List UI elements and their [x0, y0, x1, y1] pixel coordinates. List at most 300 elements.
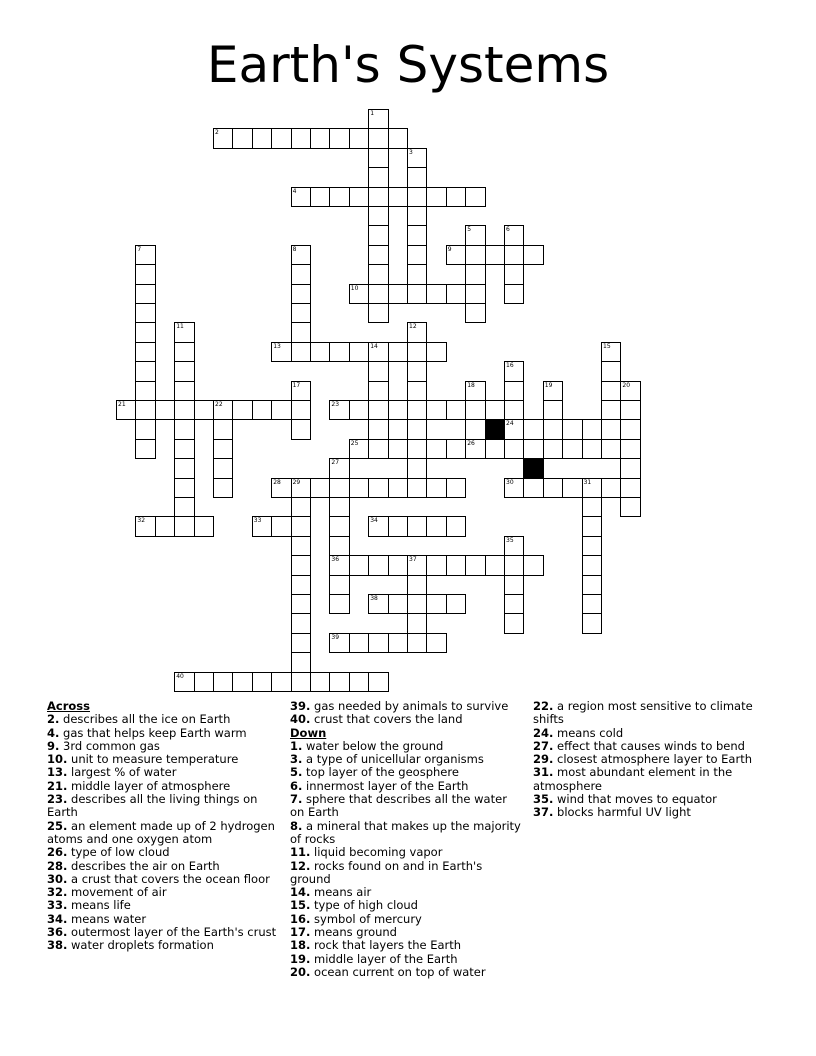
grid-cell[interactable] [135, 439, 155, 459]
grid-cell[interactable] [174, 322, 194, 342]
grid-cell[interactable] [213, 458, 233, 478]
grid-cell[interactable] [388, 400, 408, 420]
down-clue [290, 766, 522, 779]
grid-cell[interactable] [407, 594, 427, 614]
grid-cell[interactable] [329, 594, 349, 614]
grid-cell[interactable] [407, 381, 427, 401]
grid-cell[interactable] [368, 478, 388, 498]
clue-text: a region most sensitive to climate shifts [533, 699, 753, 727]
grid-cell[interactable] [465, 419, 485, 439]
grid-cell[interactable] [504, 536, 524, 556]
grid-cell[interactable] [465, 225, 485, 245]
grid-cell[interactable] [504, 400, 524, 420]
grid-cell[interactable] [504, 555, 524, 575]
grid-cell[interactable] [349, 400, 369, 420]
grid-cell[interactable] [291, 245, 311, 265]
grid-cell[interactable] [368, 225, 388, 245]
grid-cell[interactable] [620, 381, 640, 401]
grid-cell[interactable] [271, 672, 291, 692]
grid-cell[interactable] [388, 284, 408, 304]
grid-cell[interactable] [213, 672, 233, 692]
grid-cell[interactable] [291, 575, 311, 595]
clue-number: 38. [47, 938, 68, 953]
grid-cell[interactable] [465, 245, 485, 265]
grid-cell[interactable] [620, 419, 640, 439]
grid-cell[interactable] [446, 555, 466, 575]
grid-cell[interactable] [426, 187, 446, 207]
clue-text: means life [67, 898, 131, 913]
grid-cell[interactable] [465, 400, 485, 420]
grid-cell[interactable] [407, 264, 427, 284]
grid-cell[interactable] [504, 594, 524, 614]
grid-cell[interactable] [329, 458, 349, 478]
grid-cell[interactable] [291, 381, 311, 401]
grid-cell[interactable] [504, 361, 524, 381]
grid-cell[interactable] [174, 342, 194, 362]
grid-cell[interactable] [135, 361, 155, 381]
clue-text: middle layer of the Earth [310, 951, 458, 966]
clue-text: most abundant element in the atmosphere [533, 765, 733, 793]
grid-cell[interactable] [562, 439, 582, 459]
grid-cell[interactable] [426, 478, 446, 498]
grid-cell[interactable] [349, 284, 369, 304]
down-clue [533, 793, 773, 806]
grid-cell[interactable] [465, 284, 485, 304]
grid-cell[interactable] [291, 128, 311, 148]
grid-cell[interactable] [601, 361, 621, 381]
grid-cell[interactable] [582, 516, 602, 536]
cell-number: 31 [583, 478, 592, 486]
grid-cell[interactable] [291, 478, 311, 498]
clue-text: means water [67, 911, 147, 926]
grid-cell[interactable] [388, 516, 408, 536]
grid-cell[interactable] [349, 439, 369, 459]
grid-cell[interactable] [213, 478, 233, 498]
grid-cell[interactable] [368, 361, 388, 381]
grid-cell[interactable] [116, 400, 136, 420]
down-clue [290, 966, 522, 979]
grid-cell[interactable] [349, 633, 369, 653]
grid-cell[interactable] [388, 439, 408, 459]
grid-cell[interactable] [329, 633, 349, 653]
grid-cell[interactable] [291, 652, 311, 672]
grid-cell[interactable] [310, 478, 330, 498]
grid-cell[interactable] [291, 516, 311, 536]
grid-cell[interactable] [407, 148, 427, 168]
grid-cell[interactable] [407, 361, 427, 381]
grid-cell[interactable] [291, 613, 311, 633]
grid-cell[interactable] [543, 439, 563, 459]
cell-number: 30 [506, 478, 514, 486]
grid-cell[interactable] [174, 439, 194, 459]
grid-cell[interactable] [252, 128, 272, 148]
grid-cell[interactable] [349, 672, 369, 692]
grid-cell[interactable] [368, 187, 388, 207]
grid-cell[interactable] [135, 342, 155, 362]
grid-cell[interactable] [310, 187, 330, 207]
grid-cell[interactable] [291, 594, 311, 614]
clue-number: 35. [533, 792, 554, 807]
across-clue [47, 846, 279, 859]
clue-number: 33. [47, 898, 68, 913]
grid-cell[interactable] [523, 555, 543, 575]
grid-cell[interactable] [407, 400, 427, 420]
grid-cell[interactable] [388, 555, 408, 575]
grid-cell[interactable] [213, 419, 233, 439]
clue-number: 20. [290, 964, 311, 979]
grid-cell[interactable] [582, 536, 602, 556]
across-clue [290, 700, 522, 713]
grid-cell[interactable] [523, 439, 543, 459]
grid-cell[interactable] [329, 555, 349, 575]
grid-cell[interactable] [601, 381, 621, 401]
grid-cell[interactable] [329, 478, 349, 498]
across-clue [47, 766, 279, 779]
clue-number: 37. [533, 805, 554, 820]
grid-cell[interactable] [291, 633, 311, 653]
grid-cell[interactable] [388, 594, 408, 614]
grid-cell[interactable] [504, 575, 524, 595]
grid-cell[interactable] [523, 245, 543, 265]
grid-cell[interactable] [485, 555, 505, 575]
down-clue [290, 926, 522, 939]
cell-number: 40 [176, 672, 184, 680]
grid-cell[interactable] [232, 400, 252, 420]
grid-cell[interactable] [543, 419, 563, 439]
grid-cell[interactable] [135, 516, 155, 536]
grid-cell[interactable] [310, 128, 330, 148]
grid-cell[interactable] [407, 633, 427, 653]
clue-number: 8. [290, 818, 303, 833]
grid-cell[interactable] [368, 148, 388, 168]
grid-cell[interactable] [620, 458, 640, 478]
grid-cell[interactable] [368, 633, 388, 653]
cell-number: 35 [506, 536, 514, 544]
grid-cell[interactable] [407, 322, 427, 342]
grid-cell[interactable] [252, 400, 272, 420]
grid-cell[interactable] [504, 245, 524, 265]
grid-cell[interactable] [232, 672, 252, 692]
down-clue [533, 753, 773, 766]
clue-text: water droplets formation [67, 938, 214, 953]
grid-cell[interactable] [485, 400, 505, 420]
grid-cell[interactable] [601, 342, 621, 362]
grid-cell[interactable] [426, 400, 446, 420]
grid-cell[interactable] [291, 536, 311, 556]
grid-cell[interactable] [504, 381, 524, 401]
grid-cell[interactable] [329, 342, 349, 362]
clue-number: 31. [533, 765, 554, 780]
grid-cell[interactable] [485, 439, 505, 459]
clue-number: 17. [290, 925, 311, 940]
grid-cell[interactable] [329, 128, 349, 148]
grid-cell[interactable] [349, 478, 369, 498]
grid-cell[interactable] [194, 516, 214, 536]
grid-cell[interactable] [329, 536, 349, 556]
grid-cell[interactable] [194, 400, 214, 420]
clue-number: 1. [290, 738, 303, 753]
grid-cell[interactable] [407, 516, 427, 536]
grid-cell[interactable] [155, 516, 175, 536]
grid-cell[interactable] [213, 439, 233, 459]
grid-cell[interactable] [291, 555, 311, 575]
grid-cell[interactable] [174, 478, 194, 498]
cell-number: 26 [467, 439, 475, 447]
grid-cell[interactable] [174, 672, 194, 692]
grid-cell[interactable] [271, 400, 291, 420]
cell-number: 33 [253, 517, 262, 525]
grid-cell[interactable] [446, 187, 466, 207]
down-clue [290, 820, 522, 847]
grid-cell[interactable] [407, 206, 427, 226]
grid-cell[interactable] [135, 303, 155, 323]
grid-cell[interactable] [135, 264, 155, 284]
grid-cell[interactable] [388, 342, 408, 362]
clue-text: sphere that describes all the water on Earth [290, 792, 507, 820]
down-clue [290, 860, 522, 887]
grid-cell[interactable] [174, 361, 194, 381]
clue-text: largest % of water [67, 765, 177, 780]
grid-cell[interactable] [368, 303, 388, 323]
grid-cell[interactable] [562, 419, 582, 439]
grid-cell[interactable] [310, 342, 330, 362]
across-clue [47, 753, 279, 766]
grid-cell[interactable] [543, 400, 563, 420]
grid-cell[interactable] [310, 672, 330, 692]
grid-cell[interactable] [504, 284, 524, 304]
grid-cell[interactable] [465, 381, 485, 401]
down-clue [290, 846, 522, 859]
cell-number: 5 [467, 226, 472, 234]
grid-cell[interactable] [465, 555, 485, 575]
grid-cell[interactable] [465, 303, 485, 323]
grid-cell[interactable] [446, 594, 466, 614]
grid-cell[interactable] [368, 206, 388, 226]
grid-cell[interactable] [426, 594, 446, 614]
grid-cell[interactable] [329, 497, 349, 517]
grid-cell[interactable] [426, 439, 446, 459]
grid-cell[interactable] [407, 613, 427, 633]
grid-cell[interactable] [407, 458, 427, 478]
grid-cell[interactable] [252, 672, 272, 692]
grid-cell[interactable] [562, 478, 582, 498]
grid-cell[interactable] [388, 128, 408, 148]
grid-cell[interactable] [620, 439, 640, 459]
grid-cell[interactable] [368, 439, 388, 459]
grid-cell[interactable] [407, 167, 427, 187]
grid-cell[interactable] [446, 439, 466, 459]
grid-cell[interactable] [523, 478, 543, 498]
grid-cell[interactable] [620, 497, 640, 517]
grid-cell[interactable] [349, 342, 369, 362]
grid-cell[interactable] [271, 342, 291, 362]
grid-cell[interactable] [291, 672, 311, 692]
clue-text: crust that covers the land [310, 712, 463, 727]
grid-cell[interactable] [252, 516, 272, 536]
grid-cell[interactable] [174, 516, 194, 536]
grid-cell[interactable] [291, 497, 311, 517]
grid-cell[interactable] [407, 419, 427, 439]
grid-cell[interactable] [349, 187, 369, 207]
grid-cell[interactable] [368, 672, 388, 692]
grid-cell[interactable] [523, 419, 543, 439]
clue-number: 13. [47, 765, 68, 780]
grid-cell[interactable] [407, 342, 427, 362]
grid-cell[interactable] [329, 516, 349, 536]
grid-cell[interactable] [446, 516, 466, 536]
grid-cell[interactable] [291, 303, 311, 323]
grid-cell[interactable] [368, 594, 388, 614]
across-clue [47, 886, 279, 899]
grid-cell[interactable] [504, 613, 524, 633]
grid-cell[interactable] [368, 342, 388, 362]
grid-cell[interactable] [407, 245, 427, 265]
grid-cell[interactable] [582, 419, 602, 439]
grid-cell[interactable] [291, 342, 311, 362]
grid-cell[interactable] [349, 555, 369, 575]
grid-cell[interactable] [407, 439, 427, 459]
grid-cell[interactable] [465, 187, 485, 207]
grid-cell[interactable] [135, 322, 155, 342]
grid-cell[interactable] [620, 478, 640, 498]
grid-cell[interactable] [601, 439, 621, 459]
grid-cell[interactable] [388, 478, 408, 498]
grid-cell[interactable] [426, 633, 446, 653]
down-clue [533, 806, 773, 819]
grid-cell[interactable] [291, 284, 311, 304]
grid-cell[interactable] [582, 575, 602, 595]
puzzle-title: Earth's Systems [206, 36, 610, 94]
grid-cell[interactable] [368, 128, 388, 148]
grid-cell[interactable] [213, 128, 233, 148]
grid-cell[interactable] [135, 284, 155, 304]
grid-cell[interactable] [135, 419, 155, 439]
grid-cell[interactable] [582, 497, 602, 517]
clue-number: 21. [47, 778, 68, 793]
grid-cell[interactable] [174, 458, 194, 478]
grid-cell[interactable] [582, 439, 602, 459]
down-clue [290, 953, 522, 966]
grid-cell[interactable] [291, 264, 311, 284]
grid-cell[interactable] [620, 400, 640, 420]
grid-cell[interactable] [194, 672, 214, 692]
clue-text: closest atmosphere layer to Earth [553, 752, 753, 767]
grid-cell[interactable] [504, 419, 524, 439]
grid-cell[interactable] [407, 284, 427, 304]
grid-cell[interactable] [135, 381, 155, 401]
grid-cell[interactable] [368, 555, 388, 575]
across-clue [47, 780, 279, 793]
clue-text: gas needed by animals to survive [310, 699, 509, 713]
grid-cell[interactable] [504, 439, 524, 459]
grid-cell[interactable] [135, 245, 155, 265]
grid-cell[interactable] [291, 400, 311, 420]
clue-number: 5. [290, 765, 303, 780]
cell-number: 39 [331, 633, 340, 641]
grid-cell[interactable] [504, 478, 524, 498]
grid-cell[interactable] [368, 516, 388, 536]
grid-cell[interactable] [601, 478, 621, 498]
grid-cell[interactable] [407, 478, 427, 498]
grid-cell[interactable] [368, 167, 388, 187]
grid-cell[interactable] [465, 439, 485, 459]
grid-cell[interactable] [388, 633, 408, 653]
grid-cell[interactable] [368, 400, 388, 420]
grid-cell[interactable] [582, 555, 602, 575]
grid-cell[interactable] [504, 225, 524, 245]
clues-column-3 [533, 700, 773, 820]
clue-number: 36. [47, 925, 68, 940]
grid-cell[interactable] [291, 419, 311, 439]
cell-number: 36 [331, 556, 340, 564]
grid-cell[interactable] [543, 478, 563, 498]
grid-cell[interactable] [601, 419, 621, 439]
grid-cell[interactable] [329, 187, 349, 207]
grid-cell[interactable] [291, 187, 311, 207]
grid-cell[interactable] [407, 225, 427, 245]
grid-cell[interactable] [446, 400, 466, 420]
grid-cell[interactable] [213, 400, 233, 420]
grid-cell[interactable] [504, 264, 524, 284]
grid-cell[interactable] [368, 245, 388, 265]
grid-cell[interactable] [368, 284, 388, 304]
grid-cell[interactable] [407, 555, 427, 575]
grid-cell[interactable] [368, 381, 388, 401]
grid-cell[interactable] [543, 381, 563, 401]
grid-cell[interactable] [232, 128, 252, 148]
cell-number: 6 [506, 226, 510, 234]
grid-cell[interactable] [582, 478, 602, 498]
grid-cell[interactable] [368, 264, 388, 284]
grid-cell[interactable] [446, 284, 466, 304]
grid-cell[interactable] [271, 516, 291, 536]
grid-cell[interactable] [329, 672, 349, 692]
grid-cell[interactable] [174, 419, 194, 439]
grid-cell[interactable] [155, 400, 175, 420]
grid-cell[interactable] [368, 419, 388, 439]
grid-cell[interactable] [582, 594, 602, 614]
grid-cell[interactable] [271, 128, 291, 148]
grid-cell[interactable] [601, 400, 621, 420]
grid-cell[interactable] [446, 245, 466, 265]
grid-cell[interactable] [174, 497, 194, 517]
grid-cell[interactable] [426, 555, 446, 575]
grid-cell[interactable] [291, 322, 311, 342]
grid-cell[interactable] [388, 187, 408, 207]
clue-number: 19. [290, 951, 311, 966]
grid-cell[interactable] [426, 342, 446, 362]
grid-cell[interactable] [174, 400, 194, 420]
cell-number: 8 [292, 245, 297, 253]
clue-text: describes the air on Earth [67, 858, 220, 873]
grid-cell[interactable] [349, 128, 369, 148]
grid-cell[interactable] [465, 264, 485, 284]
grid-cell[interactable] [446, 478, 466, 498]
grid-cell[interactable] [582, 613, 602, 633]
grid-cell[interactable] [174, 381, 194, 401]
grid-cell[interactable] [368, 109, 388, 129]
grid-cell[interactable] [135, 400, 155, 420]
grid-cell[interactable] [329, 575, 349, 595]
grid-cell[interactable] [426, 516, 446, 536]
grid-cell[interactable] [485, 245, 505, 265]
grid-cell[interactable] [407, 575, 427, 595]
grid-cell[interactable] [407, 187, 427, 207]
grid-cell[interactable] [426, 284, 446, 304]
grid-cell[interactable] [271, 478, 291, 498]
clue-text: an element made up of 2 hydrogen atoms and one oxygen atom [47, 818, 275, 846]
grid-cell[interactable] [329, 400, 349, 420]
